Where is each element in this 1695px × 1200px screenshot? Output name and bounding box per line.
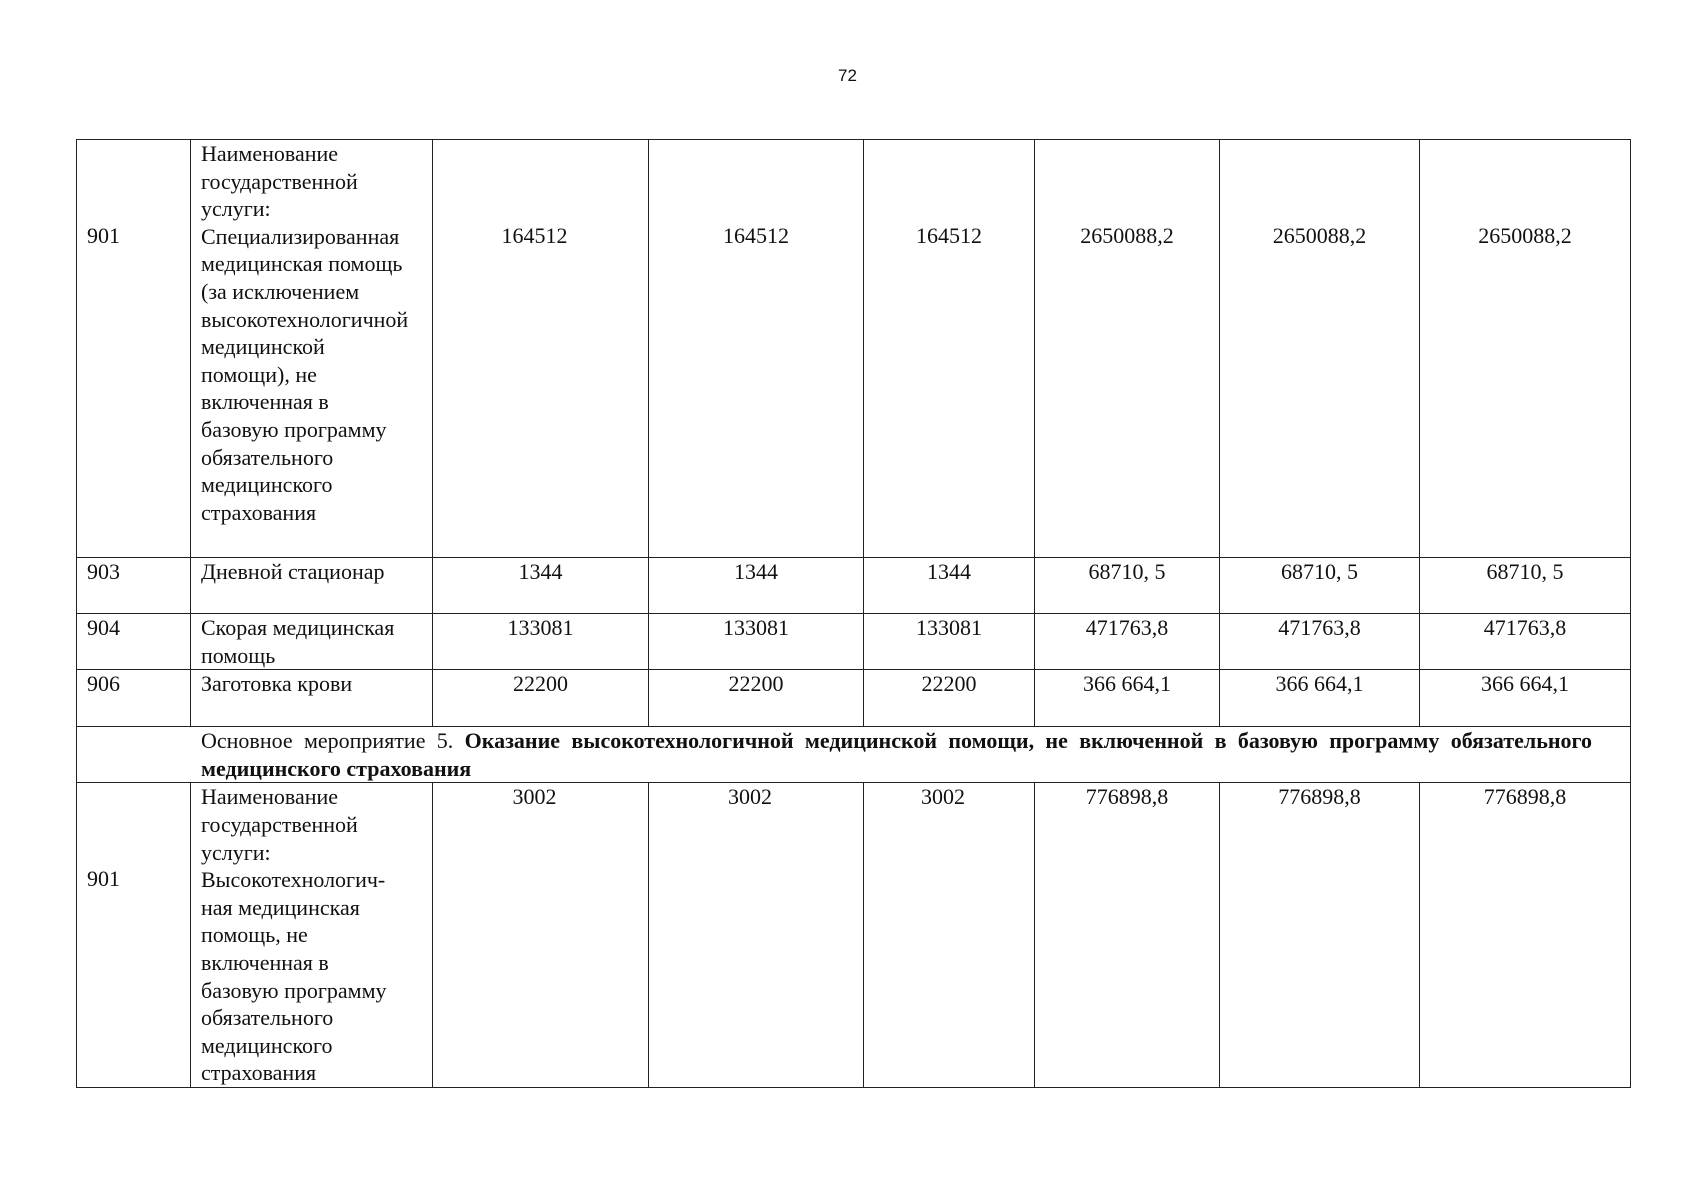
value-text: 471763,8: [1085, 615, 1169, 640]
row-name: Наименование государственной услуги: Специализированная медицинская помощь (за исключением высокотехнологичной медицинской помощи), не включенная в базовую программу обязательного медицинского страхования: [191, 140, 433, 558]
table-row: [77, 783, 1631, 1088]
row-name: Заготовка крови: [191, 670, 433, 727]
page-number: 72: [838, 66, 857, 85]
value-cell: [1035, 783, 1220, 1088]
row-code: 906: [77, 670, 191, 727]
value-cell: [1420, 140, 1631, 558]
value-cell: [864, 140, 1035, 558]
value-cell: [433, 614, 649, 670]
value-cell: [433, 783, 649, 1088]
budget-table: [76, 139, 1631, 1088]
value-cell: [433, 670, 649, 727]
value-text: 366 664,1: [1481, 671, 1569, 697]
value-text: 164512: [501, 223, 568, 248]
value-text: 3002: [921, 784, 965, 810]
row-code: [77, 783, 191, 1088]
value-text: 3002: [728, 784, 772, 810]
row-code: 904: [77, 614, 191, 670]
section-heading: [77, 727, 1631, 783]
value-cell: [1035, 670, 1220, 727]
value-text: 133081: [723, 615, 789, 640]
value-cell: [433, 558, 649, 614]
row-code-text: 901: [87, 223, 120, 248]
value-cell: [1420, 783, 1631, 1088]
value-cell: [1220, 783, 1420, 1088]
row-code: [77, 140, 191, 558]
value-cell: [1035, 140, 1220, 558]
value-text: 776898,8: [1483, 784, 1567, 810]
table-row: [77, 670, 1631, 727]
value-text: 68710, 5: [1486, 559, 1564, 584]
value-cell: [864, 783, 1035, 1088]
value-text: 776898,8: [1085, 784, 1169, 810]
value-text: 2650088,2: [1080, 223, 1174, 248]
value-text: 22200: [728, 671, 784, 697]
value-text: 22200: [921, 671, 977, 697]
section-row: [77, 727, 1631, 783]
row-code: 903: [77, 558, 191, 614]
value-cell: [649, 783, 864, 1088]
section-prefix: Основное мероприятие 5.: [201, 728, 465, 754]
value-text: 366 664,1: [1275, 671, 1364, 697]
table-row: [77, 140, 1631, 558]
section-title: Оказание высокотехнологичной медицинской помощи, не включенной в базовую программу обязательного медицинского страхования: [201, 728, 1592, 781]
value-cell: [1035, 614, 1220, 670]
value-text: 1344: [927, 559, 971, 584]
value-cell: [864, 670, 1035, 727]
value-cell: [649, 558, 864, 614]
value-text: 776898,8: [1278, 784, 1361, 810]
value-cell: [1220, 558, 1420, 614]
value-text: 471763,8: [1483, 615, 1567, 640]
value-cell: [864, 558, 1035, 614]
value-cell: [1035, 558, 1220, 614]
value-cell: [1220, 614, 1420, 670]
row-name: Наименование государственной услуги: Высокотехнологич- ная медицинская помощь, не включенная в базовую программу обязательного медицинского страхования: [191, 783, 433, 1088]
value-cell: [649, 614, 864, 670]
value-text: 164512: [723, 223, 789, 248]
value-cell: [864, 614, 1035, 670]
value-text: 133081: [507, 615, 574, 640]
value-cell: [649, 670, 864, 727]
value-text: 68710, 5: [1281, 559, 1358, 584]
value-text: 22200: [513, 671, 568, 697]
value-text: 2650088,2: [1272, 223, 1367, 248]
value-text: 366 664,1: [1083, 671, 1171, 697]
value-cell: [1220, 140, 1420, 558]
value-text: 133081: [916, 615, 982, 640]
value-cell: [1420, 614, 1631, 670]
value-cell: [649, 140, 864, 558]
value-text: 471763,8: [1278, 615, 1361, 640]
value-text: 2650088,2: [1478, 223, 1572, 248]
value-text: 1344: [518, 559, 563, 584]
value-cell: [1220, 670, 1420, 727]
row-name: Дневной стационар: [191, 558, 433, 614]
table-row: [77, 614, 1631, 670]
value-cell: [433, 140, 649, 558]
value-cell: [1420, 670, 1631, 727]
value-text: 1344: [734, 559, 778, 584]
value-text: 164512: [916, 223, 982, 248]
row-code-text: 901: [87, 866, 120, 892]
value-text: 3002: [512, 784, 557, 810]
value-cell: [1420, 558, 1631, 614]
table-row: [77, 558, 1631, 614]
row-name: Скорая медицинская помощь: [191, 614, 433, 670]
value-text: 68710, 5: [1088, 559, 1166, 584]
